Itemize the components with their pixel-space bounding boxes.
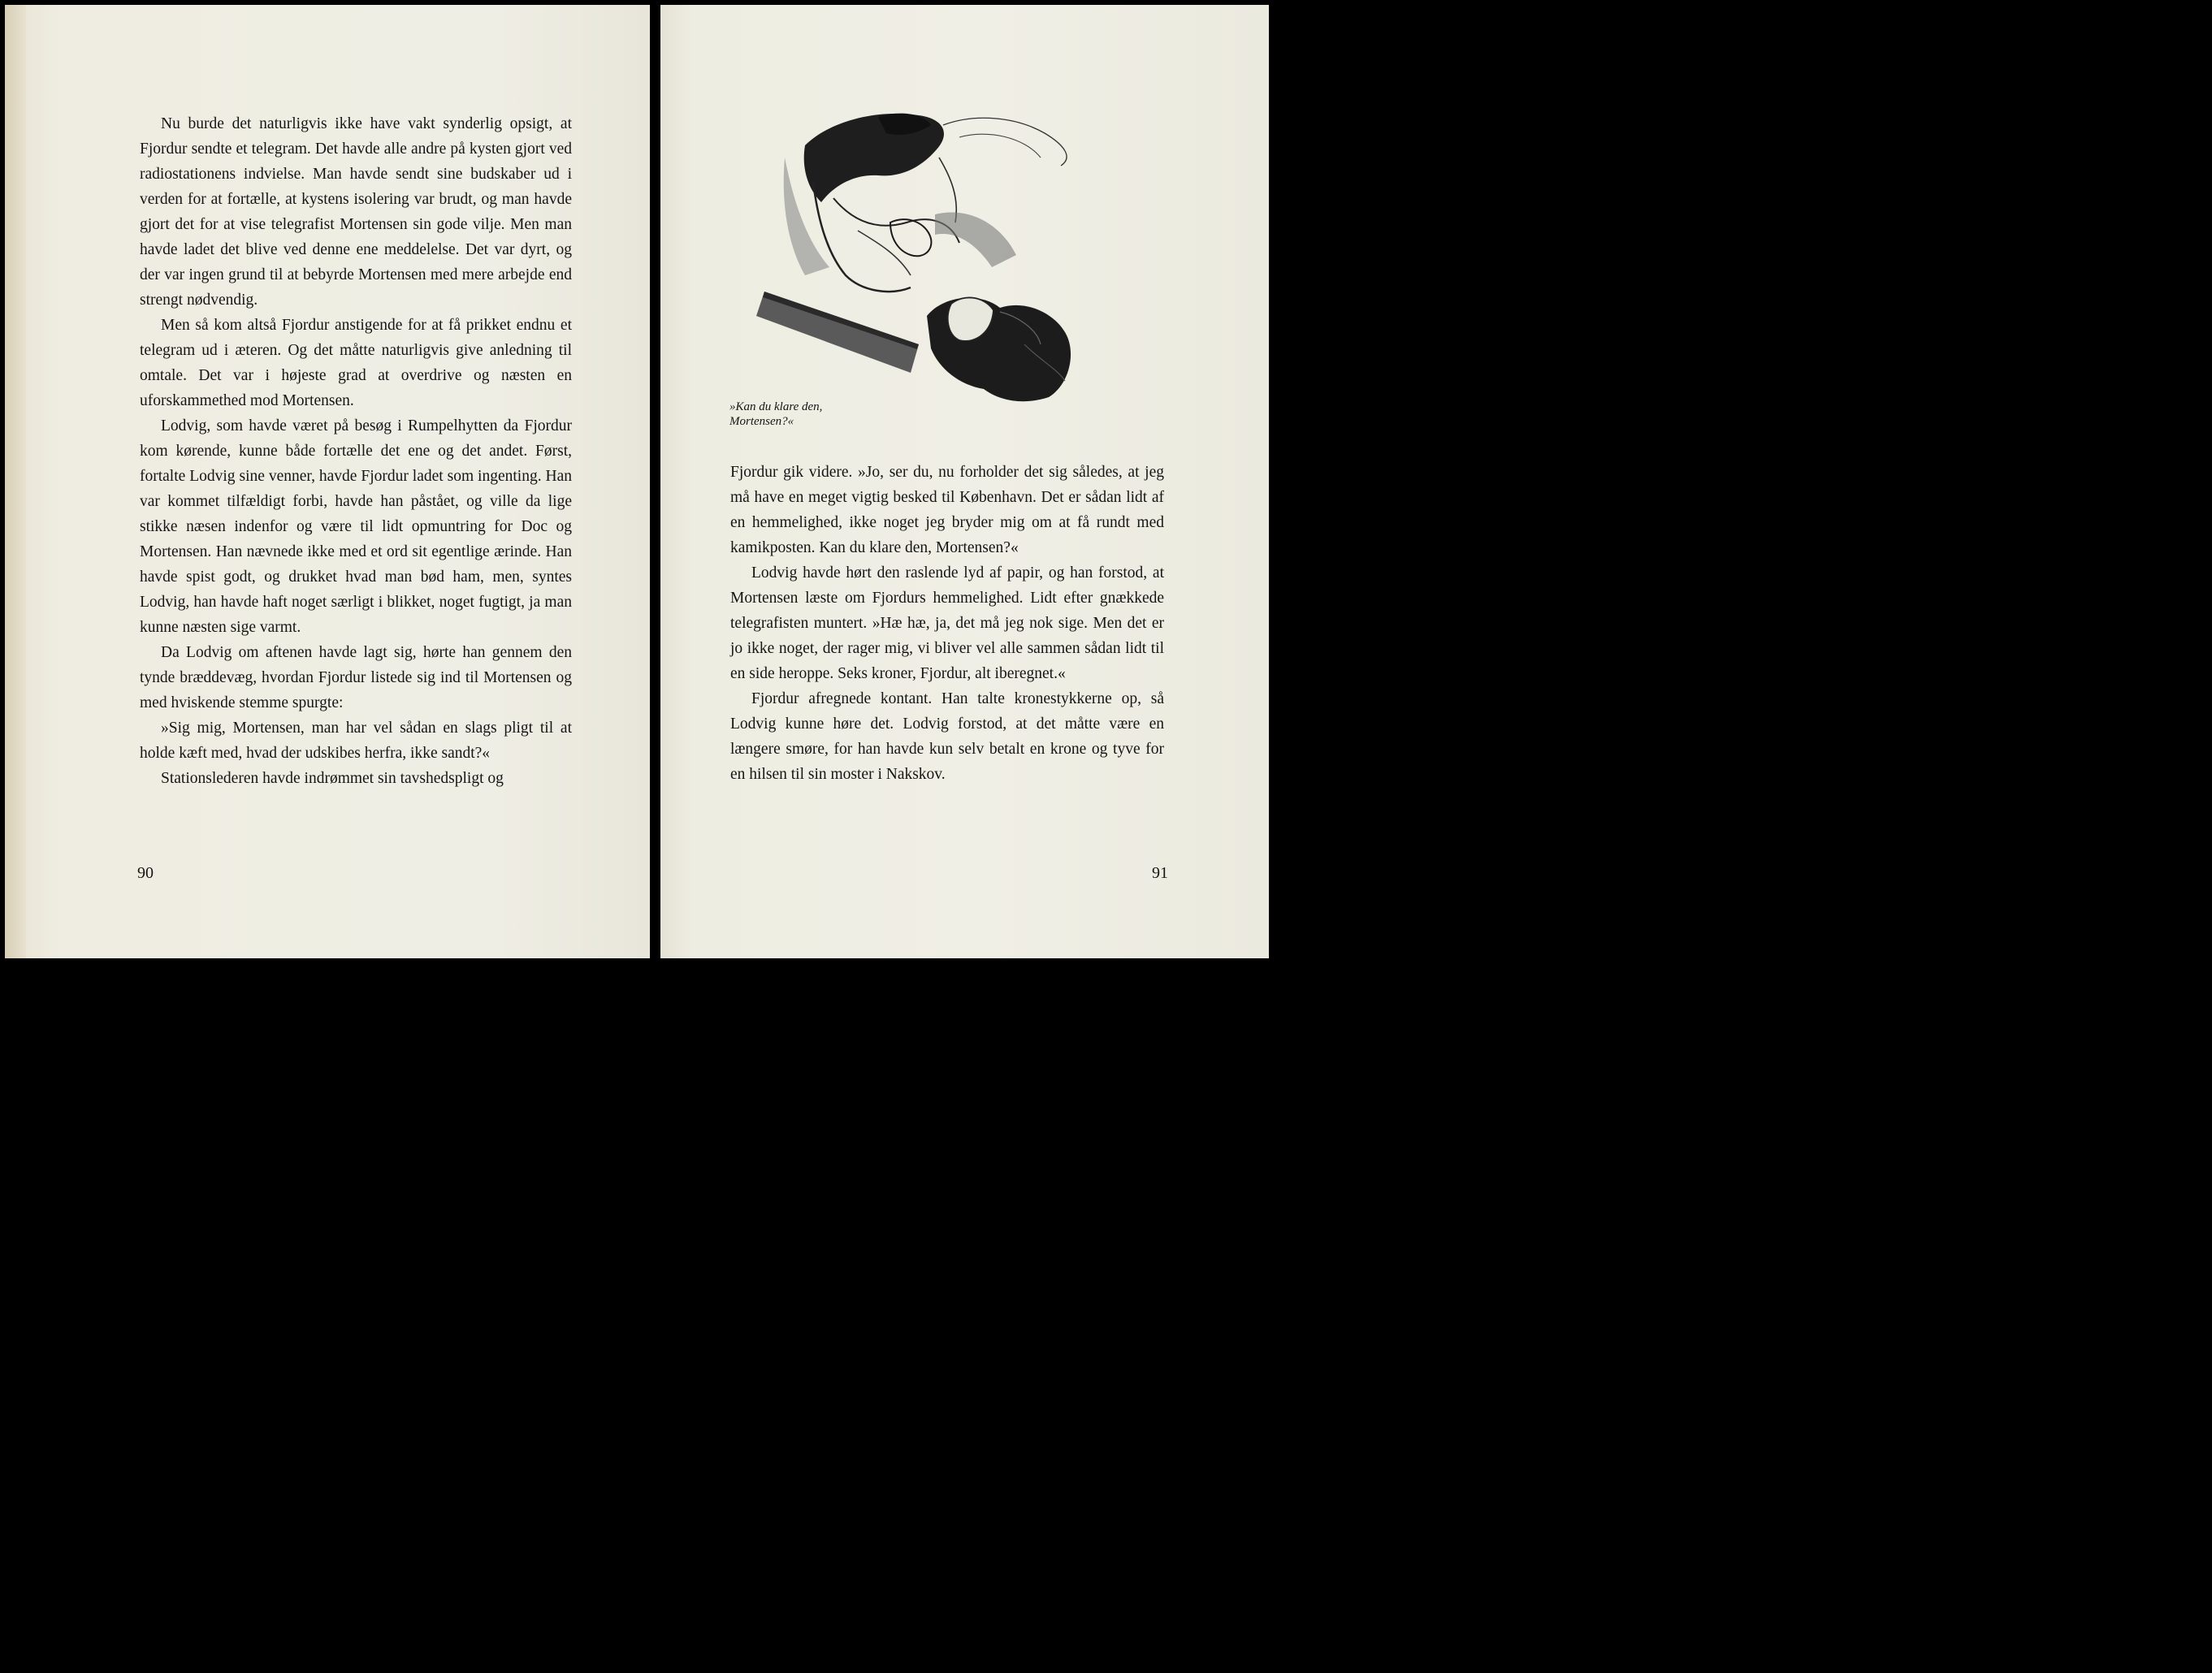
paragraph: »Sig mig, Mortensen, man har vel sådan en slags pligt til at holde kæft med, hvad der udskibes herfra, ikke sandt?« — [140, 720, 572, 762]
page-edge-shadow — [5, 5, 26, 958]
caption-line: »Kan du klare den, — [729, 400, 823, 413]
page-number-right: 91 — [1152, 864, 1168, 882]
left-text-block — [140, 111, 572, 791]
illustration-caption — [729, 400, 892, 429]
paragraph: Lodvig, som havde været på besøg i Rumpelhytten da Fjordur kom kørende, kunne både fortælle det ene og det andet. Først, fortalte Lodvig sine venner, havde Fjordur ladet som ingenting. Han var kommet tilfældigt forbi, havde han påstået, og ville da lige stikke næsen indenfor og være til lidt opmuntring for Doc og Mortensen. Han nævnede ikke med et ord sit egentlige ærinde. Han havde spist godt, og drukket hvad man bød ham, men, syntes Lodvig, han havde haft noget særligt i blikket, noget fugtigt, ja man kunne næsten sige varmt. — [140, 417, 572, 636]
paragraph: Men så kom altså Fjordur anstigende for at få prikket endnu et telegram ud i æteren. Og det måtte naturligvis give anledning til omtale. Det var i højeste grad at overdrive og næsten en uforskammethed mod Mortensen. — [140, 317, 572, 409]
right-page — [660, 5, 1269, 958]
ink-illustration — [756, 101, 1138, 409]
right-text-block — [730, 460, 1164, 787]
caption-line: Mortensen?« — [729, 415, 794, 428]
paragraph: Da Lodvig om aftenen havde lagt sig, hørte han gennem den tynde bræddevæg, hvordan Fjordur listede sig ind til Mortensen og med hviskende stemme spurgte: — [140, 644, 572, 711]
left-page — [5, 5, 650, 958]
paragraph: Nu burde det naturligvis ikke have vakt synderlig opsigt, at Fjordur sendte et telegram. Det havde alle andre på kysten gjort ved radiostationens indvielse. Man havde sendt sine budskaber ud i verden for at fortælle, at kystens isolering var brudt, og man havde gjort det for at vise telegrafist Mortensen sin gode vilje. Men man havde ladet det blive ved denne ene meddelelse. Det var dyrt, og der var ingen grund til at bebyrde Mortensen med mere arbejde end strengt nødvendig. — [140, 115, 572, 309]
paragraph: Fjordur gik videre. »Jo, ser du, nu forholder det sig således, at jeg må have en meget vigtig besked til København. Det er sådan lidt af en hemmelighed, ikke noget jeg bryder mig om at få rundt med kamikposten. Kan du klare den, Mortensen?« — [730, 464, 1164, 556]
paragraph: Stationslederen havde indrømmet sin tavshedspligt og — [161, 770, 504, 787]
paragraph: Lodvig havde hørt den raslende lyd af papir, og han forstod, at Mortensen læste om Fjordurs hemmelighed. Lidt efter gnækkede telegrafisten muntert. »Hæ hæ, ja, det må jeg nok sige. Men det er jo ikke noget, der rager mig, vi bliver vel alle sammen sådan lidt til en side heroppe. Seks kroner, Fjordur, alt iberegnet.« — [730, 564, 1164, 682]
paragraph: Fjordur afregnede kontant. Han talte kronestykkerne op, så Lodvig kunne høre det. Lodvig forstod, at det måtte være en længere smøre, for han havde kun selv betalt en krone og tyve for en hilsen til sin moster i Nakskov. — [730, 690, 1164, 783]
page-number-left: 90 — [137, 864, 154, 882]
